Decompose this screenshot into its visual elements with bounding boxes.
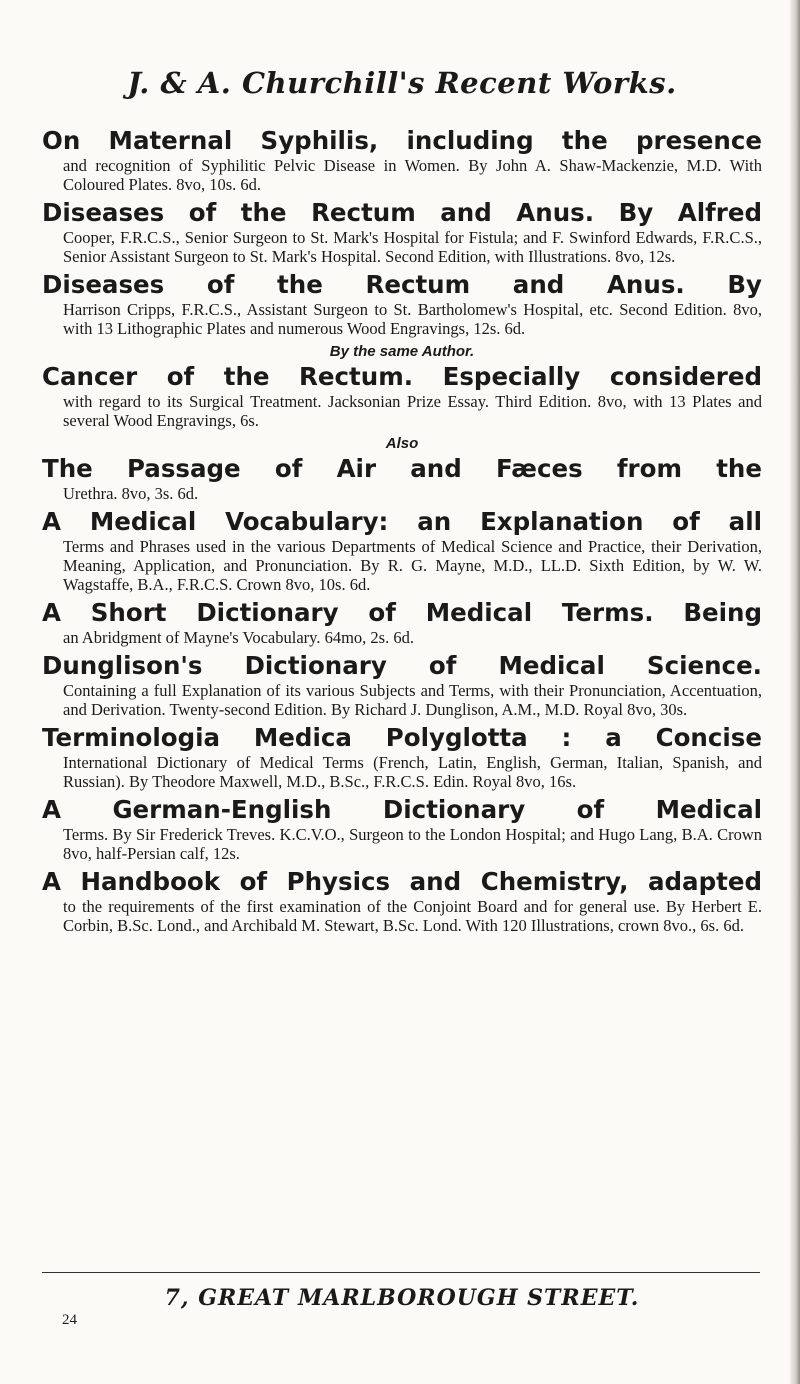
book-entry [42, 867, 762, 935]
book-title: The Passage of Air and Fæces from the [42, 454, 762, 483]
separator-also: Also [385, 435, 419, 452]
book-description: Terms and Phrases used in the various Departments of Medical Science and Practice, their Derivation, Meaning, Application, and Pronunciation. By R. G. Mayne, M.D., LL.D. Sixth Edition, by W. W. Wagstaffe, B.A., F.R.C.S. Crown 8vo, 10s. 6d. [63, 537, 762, 594]
book-title: Terminologia Medica Polyglotta : a Concise [42, 723, 762, 752]
catalogue-page [42, 0, 762, 1328]
page-number: 24 [62, 1312, 77, 1328]
footer-rule [42, 1272, 760, 1273]
book-title: Cancer of the Rectum. Especially considered [42, 362, 762, 391]
book-title: Diseases of the Rectum and Anus. By Alfred [42, 198, 762, 227]
book-entry [42, 362, 762, 430]
page-edge [790, 0, 800, 1384]
book-title: A Handbook of Physics and Chemistry, adapted [42, 867, 762, 896]
book-entry [42, 454, 762, 503]
book-entry [42, 507, 762, 594]
publisher-address: 7, GREAT MARLBOROUGH STREET. [164, 1285, 640, 1311]
book-title: Dunglison's Dictionary of Medical Science. [42, 651, 762, 680]
book-description: International Dictionary of Medical Terms (French, Latin, English, German, Italian, Spanish, and Russian). By Theodore Maxwell, M.D., B.Sc., F.R.C.S. Edin. Royal 8vo, 16s. [63, 753, 762, 791]
book-description: Containing a full Explanation of its various Subjects and Terms, with their Pronunciation, Accentuation, and Derivation. Twenty-second Edition. By Richard J. Dunglison, A.M., M.D. Royal 8vo, 30s. [63, 681, 762, 719]
book-description: an Abridgment of Mayne's Vocabulary. 64mo, 2s. 6d. [63, 628, 414, 647]
separator-same-author: By the same Author. [329, 343, 475, 360]
book-description: Harrison Cripps, F.R.C.S., Assistant Surgeon to St. Bartholomew's Hospital, etc. Second Edition. 8vo, with 13 Lithographic Plates and numerous Wood Engravings, 12s. 6d. [63, 300, 762, 338]
book-description: and recognition of Syphilitic Pelvic Disease in Women. By John A. Shaw-Mackenzie, M.D. With Coloured Plates. 8vo, 10s. 6d. [63, 156, 762, 194]
book-entry [42, 270, 762, 338]
book-title: A Short Dictionary of Medical Terms. Being [42, 598, 762, 627]
book-title: A German-English Dictionary of Medical [42, 795, 762, 824]
book-description: to the requirements of the first examination of the Conjoint Board and for general use. By Herbert E. Corbin, B.Sc. Lond., and Archibald M. Stewart, B.Sc. Lond. With 120 Illustrations, crown 8vo., 6s. 6d. [63, 897, 762, 935]
book-description: Cooper, F.R.C.S., Senior Surgeon to St. Mark's Hospital for Fistula; and F. Swinford Edwards, F.R.C.S., Senior Assistant Surgeon to St. Mark's Hospital. Second Edition, with Illustrations. 8vo, 12s. [63, 228, 762, 266]
book-entry [42, 126, 762, 194]
page-header: J. & A. Churchill's Recent Works. [127, 66, 677, 100]
book-entry [42, 795, 762, 863]
book-entry [42, 651, 762, 719]
book-entry [42, 723, 762, 791]
book-title: A Medical Vocabulary: an Explanation of all [42, 507, 762, 536]
book-title: Diseases of the Rectum and Anus. By [42, 270, 762, 299]
book-description: with regard to its Surgical Treatment. Jacksonian Prize Essay. Third Edition. 8vo, with 13 Plates and several Wood Engravings, 6s. [63, 392, 762, 430]
book-entry [42, 198, 762, 266]
book-entry [42, 598, 762, 647]
book-description: Urethra. 8vo, 3s. 6d. [63, 484, 199, 503]
book-list [42, 126, 762, 935]
book-title: On Maternal Syphilis, including the presence [42, 126, 762, 155]
book-description: Terms. By Sir Frederick Treves. K.C.V.O., Surgeon to the London Hospital; and Hugo Lang, B.A. Crown 8vo, half-Persian calf, 12s. [63, 825, 762, 863]
